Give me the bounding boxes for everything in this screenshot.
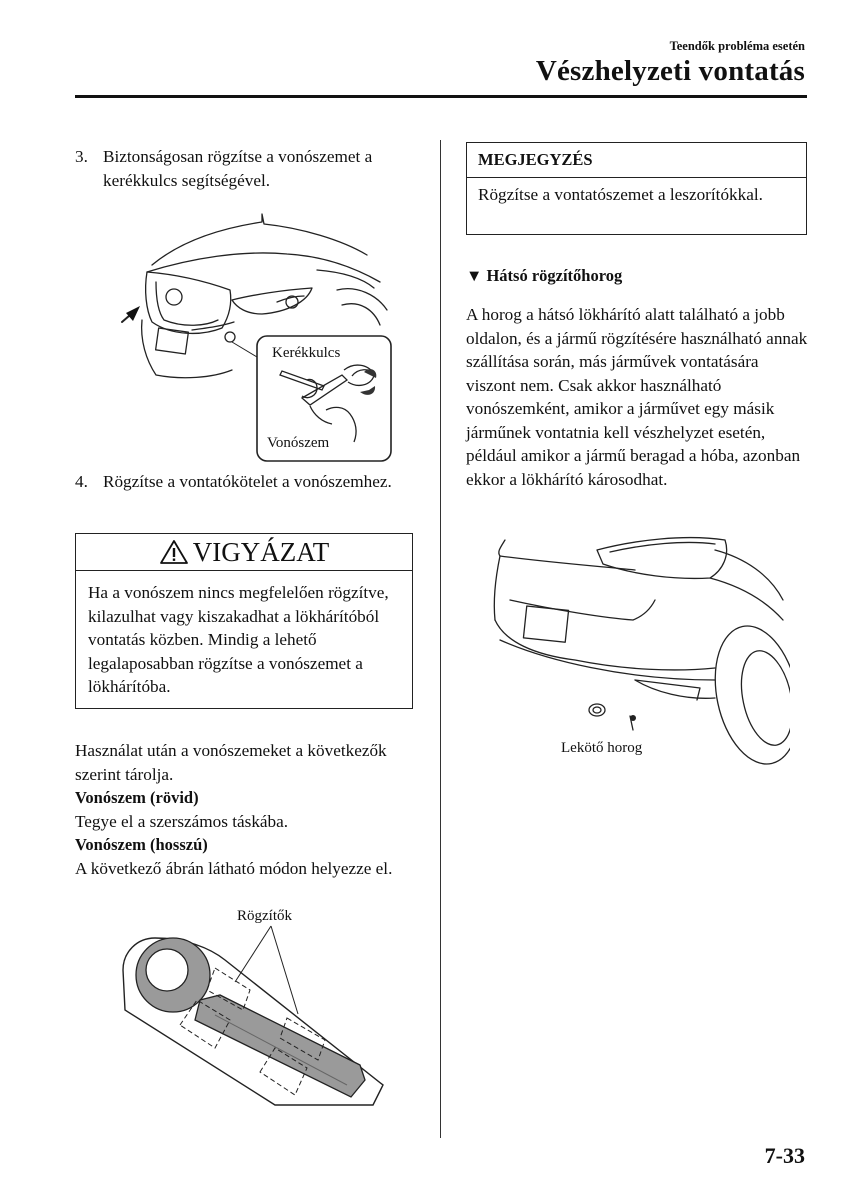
- step-3-text: Biztonságosan rögzítse a vonószemet a kerékkulcs segítségével.: [103, 147, 373, 190]
- long-eye-text: A következő ábrán látható módon helyezze el.: [75, 859, 393, 878]
- front-towing-eye-figure: [112, 210, 397, 465]
- step-3: [75, 145, 420, 192]
- long-eye-heading: Vonószem (hosszú): [75, 835, 208, 854]
- caution-header: [76, 534, 412, 571]
- caution-text: Ha a vonószem nincs megfelelően rögzítve, kilazulhat vagy kiszakadhat a lökhárítóból vontatás közben. Mindig a lehető legalaposabban rögzítse a vonószemet a lökhárítóba.: [88, 583, 389, 696]
- caution-box: [75, 533, 413, 709]
- step-4: [75, 470, 420, 494]
- note-box: [466, 142, 807, 235]
- note-text: Rögzítse a vontatószemet a leszorítókkal.: [478, 185, 763, 204]
- towing-eye-storage-figure: [115, 900, 390, 1115]
- label-rogzitok: Rögzítők: [237, 908, 292, 924]
- after-use-text: Használat után a vonószemeket a következők szerint tárolja.: [75, 741, 387, 784]
- label-kerekkulcs: Kerékkulcs: [272, 345, 341, 361]
- running-header-section: Teendők probléma esetén: [669, 39, 805, 53]
- warning-triangle-icon: [159, 539, 189, 565]
- column-divider: [440, 140, 441, 1138]
- rear-hook-figure: [485, 520, 790, 770]
- rear-hook-heading: ▼ Hátsó rögzítőhorog: [466, 266, 623, 285]
- step-3-number: 3.: [75, 147, 88, 166]
- step-4-text: Rögzítse a vontatókötelet a vonószemhez.: [103, 472, 392, 491]
- page-number: 7-33: [764, 1143, 805, 1168]
- short-eye-text: Tegye el a szerszámos táskába.: [75, 812, 289, 831]
- page-title: Vészhelyzeti vontatás: [535, 55, 805, 87]
- header-rule: [75, 95, 807, 98]
- label-lekoto-horog: Lekötő horog: [561, 740, 643, 756]
- label-vonoszem: Vonószem: [267, 435, 330, 451]
- step-4-number: 4.: [75, 472, 88, 491]
- note-title: MEGJEGYZÉS: [467, 143, 806, 178]
- rear-hook-text: A horog a hátsó lökhárító alatt található a jobb oldalon, és a jármű rögzítésére használható annak szállítása során, más járművek vontatására viszont nem. Csak akkor használható vonószemként, amikor a járművet egy másik járműnek vontatnia kell vészhelyzet esetén, például amikor a jármű beragad a hóba, azonban ekkor a lökhárító károsodhat.: [466, 305, 808, 489]
- short-eye-heading: Vonószem (rövid): [75, 788, 199, 807]
- caution-title: VIGYÁZAT: [192, 536, 330, 567]
